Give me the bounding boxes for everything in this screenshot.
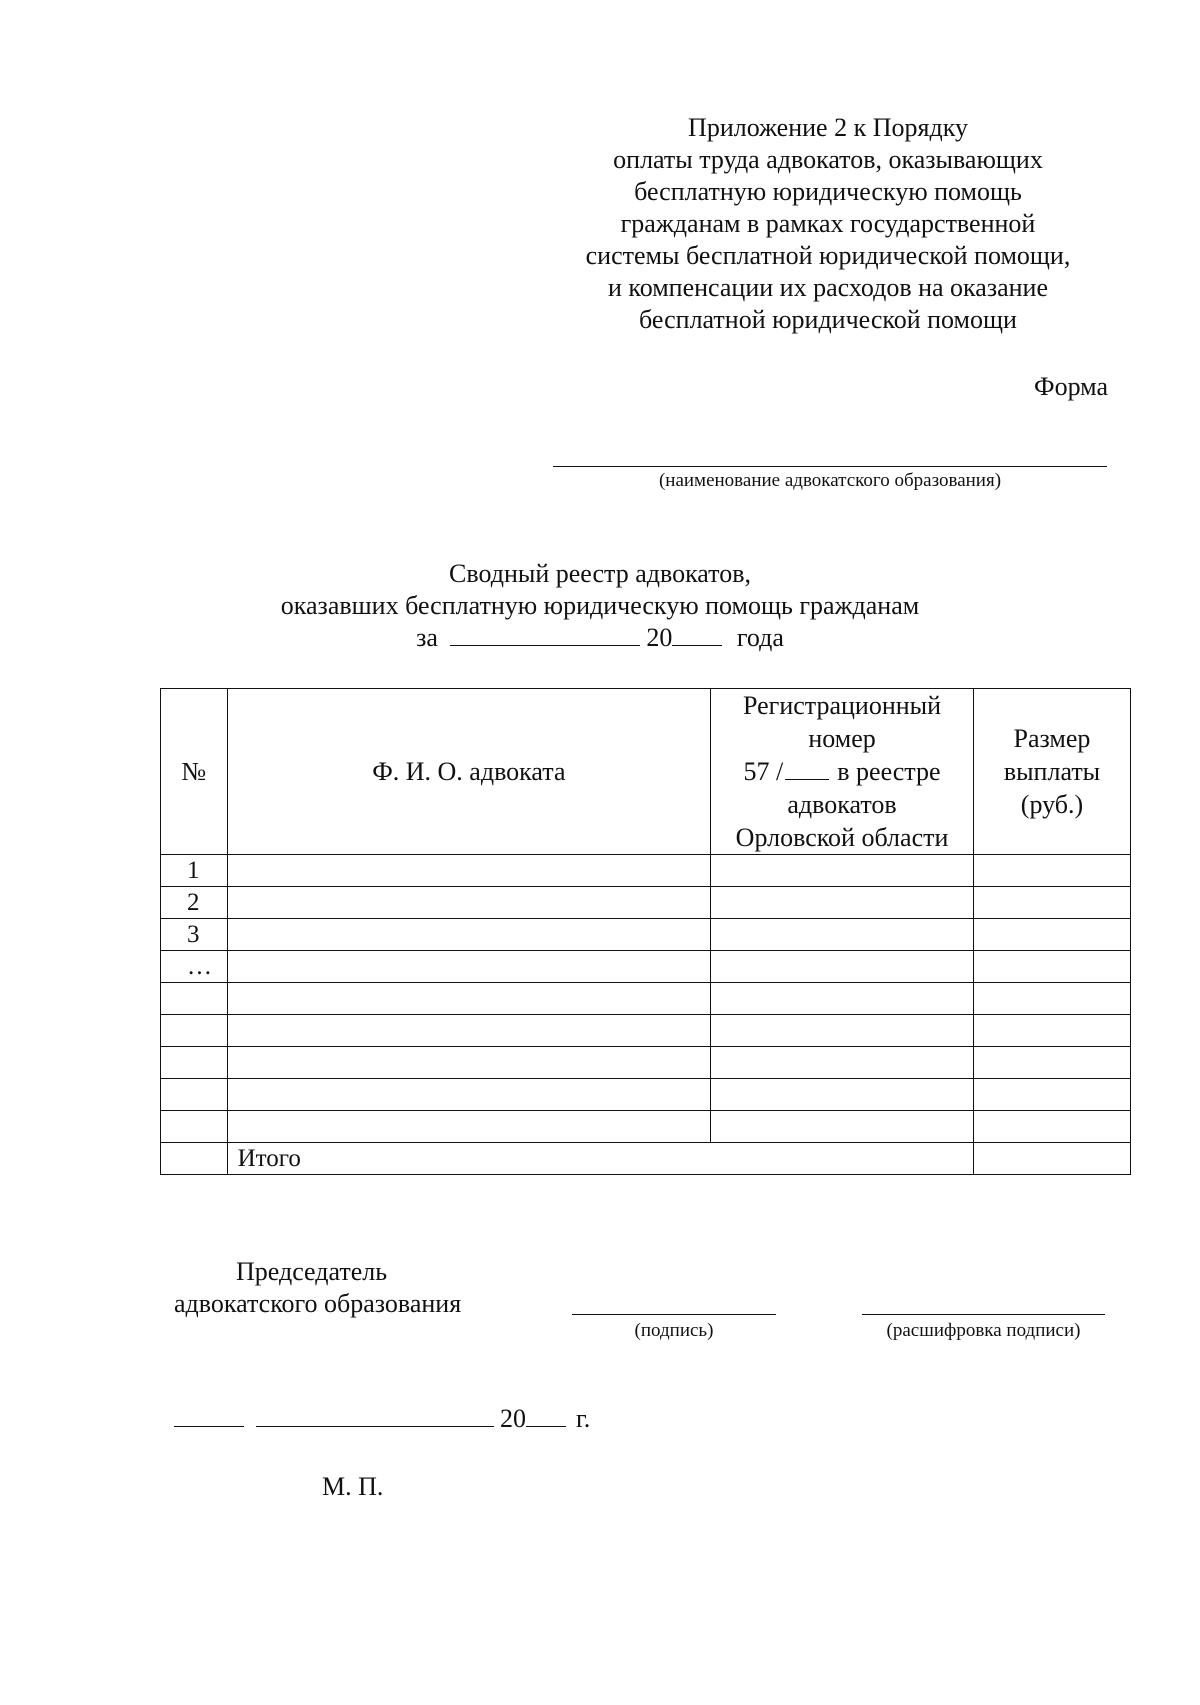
payment-cell[interactable] — [973, 1111, 1130, 1143]
form-label: Форма — [1034, 372, 1108, 401]
date-year-prefix: 20 — [500, 1404, 526, 1433]
row-number-cell — [161, 1015, 228, 1047]
table-row — [161, 1047, 1131, 1079]
row-number-cell: 2 — [161, 887, 228, 919]
date-year-suffix: г. — [576, 1404, 591, 1433]
signature-decode-blank-line[interactable] — [862, 1314, 1105, 1315]
row-number-cell — [161, 983, 228, 1015]
header-reg-line: Орловской области — [735, 823, 949, 852]
date-line — [174, 1404, 590, 1434]
fio-cell[interactable] — [227, 1079, 711, 1111]
appendix-line: гражданам в рамках государственной — [620, 209, 1036, 238]
header-reg-line: адвокатов — [787, 790, 897, 819]
org-name-caption: (наименование адвокатского образования) — [658, 470, 1002, 491]
signature-caption: (подпись) — [634, 1320, 714, 1341]
total-row — [161, 1143, 1131, 1175]
stamp-place-label: М. П. — [322, 1472, 384, 1501]
appendix-line: и компенсации их расходов на оказание — [607, 273, 1049, 302]
payment-cell[interactable] — [973, 951, 1130, 983]
fio-cell[interactable] — [227, 855, 711, 887]
title-year-prefix: 20 — [646, 623, 673, 652]
payment-cell[interactable] — [973, 887, 1130, 919]
row-number-cell: 3 — [161, 919, 228, 951]
signature-blank-line[interactable] — [572, 1314, 776, 1315]
appendix-heading — [548, 112, 1108, 336]
table-row — [161, 855, 1131, 887]
payment-cell[interactable] — [973, 919, 1130, 951]
reg-number-cell[interactable] — [711, 1047, 974, 1079]
table-row — [161, 983, 1131, 1015]
reg-number-cell[interactable] — [711, 887, 974, 919]
day-blank[interactable] — [174, 1404, 244, 1427]
chairman-org: адвокатского образования — [174, 1289, 462, 1318]
row-number-cell: 1 — [161, 855, 228, 887]
title-line-1: Сводный реестр адвокатов, — [449, 559, 751, 588]
reg-number-cell[interactable] — [711, 1111, 974, 1143]
month-blank[interactable] — [256, 1404, 494, 1427]
row-number-cell: … — [161, 951, 228, 983]
table-row — [161, 919, 1131, 951]
payment-cell[interactable] — [973, 1015, 1130, 1047]
org-name-blank-line[interactable] — [553, 466, 1107, 467]
row-number-cell — [161, 1079, 228, 1111]
appendix-line: бесплатную юридическую помощь — [634, 177, 1022, 206]
appendix-line: бесплатной юридической помощи — [639, 305, 1017, 334]
appendix-line: Приложение 2 к Порядку — [688, 113, 968, 142]
payment-cell[interactable] — [973, 1047, 1130, 1079]
reg-number-cell[interactable] — [711, 919, 974, 951]
reg-prefix: 57 / — [743, 757, 784, 786]
header-pay-line: выплаты — [1003, 757, 1101, 786]
appendix-line: оплаты труда адвокатов, оказывающих — [613, 145, 1043, 174]
payment-cell[interactable] — [973, 983, 1130, 1015]
chairman-title: Председатель — [236, 1257, 388, 1286]
advocates-registry-table — [160, 688, 1131, 1175]
row-number-cell — [161, 1111, 228, 1143]
table-row — [161, 1079, 1131, 1111]
period-blank[interactable] — [450, 623, 640, 646]
fio-cell[interactable] — [227, 887, 711, 919]
fio-cell[interactable] — [227, 951, 711, 983]
reg-number-blank — [785, 759, 829, 780]
signature-decode-caption: (расшифровка подписи) — [886, 1320, 1081, 1341]
header-fio — [227, 689, 711, 855]
fio-cell[interactable] — [227, 1047, 711, 1079]
table-row — [161, 1111, 1131, 1143]
year-blank[interactable] — [672, 623, 722, 646]
title-period-suffix: года — [736, 623, 784, 652]
title-line-3 — [0, 622, 1200, 654]
reg-number-cell[interactable] — [711, 855, 974, 887]
header-registration — [711, 689, 974, 855]
header-payment — [973, 689, 1130, 855]
header-number — [161, 689, 228, 855]
table-header-row — [161, 689, 1131, 855]
total-payment-cell[interactable] — [973, 1143, 1130, 1175]
reg-number-cell[interactable] — [711, 951, 974, 983]
reg-suffix: в реестре — [837, 757, 941, 786]
table-row — [161, 951, 1131, 983]
fio-cell[interactable] — [227, 919, 711, 951]
chairman-block — [174, 1256, 461, 1320]
fio-cell[interactable] — [227, 983, 711, 1015]
total-number-cell — [161, 1143, 228, 1175]
header-pay-line: Размер — [1013, 724, 1091, 753]
fio-cell[interactable] — [227, 1111, 711, 1143]
table-row — [161, 1015, 1131, 1047]
header-reg-line — [715, 755, 969, 788]
appendix-line: системы бесплатной юридической помощи, — [585, 241, 1071, 270]
header-fio-label: Ф. И. О. адвоката — [372, 757, 566, 786]
title-period-prefix: за — [416, 623, 438, 652]
payment-cell[interactable] — [973, 855, 1130, 887]
reg-number-cell[interactable] — [711, 1079, 974, 1111]
header-reg-line: Регистрационный — [743, 691, 942, 720]
payment-cell[interactable] — [973, 1079, 1130, 1111]
reg-number-cell[interactable] — [711, 1015, 974, 1047]
date-year-blank[interactable] — [526, 1404, 566, 1427]
registry-title — [0, 558, 1200, 654]
row-number-cell — [161, 1047, 228, 1079]
total-label-cell: Итого — [227, 1143, 973, 1175]
title-line-2: оказавших бесплатную юридическую помощь гражданам — [280, 591, 920, 620]
fio-cell[interactable] — [227, 1015, 711, 1047]
table-row — [161, 887, 1131, 919]
header-pay-line: (руб.) — [1020, 790, 1084, 819]
reg-number-cell[interactable] — [711, 983, 974, 1015]
header-reg-line: номер — [808, 724, 876, 753]
header-number-label: № — [181, 757, 207, 786]
